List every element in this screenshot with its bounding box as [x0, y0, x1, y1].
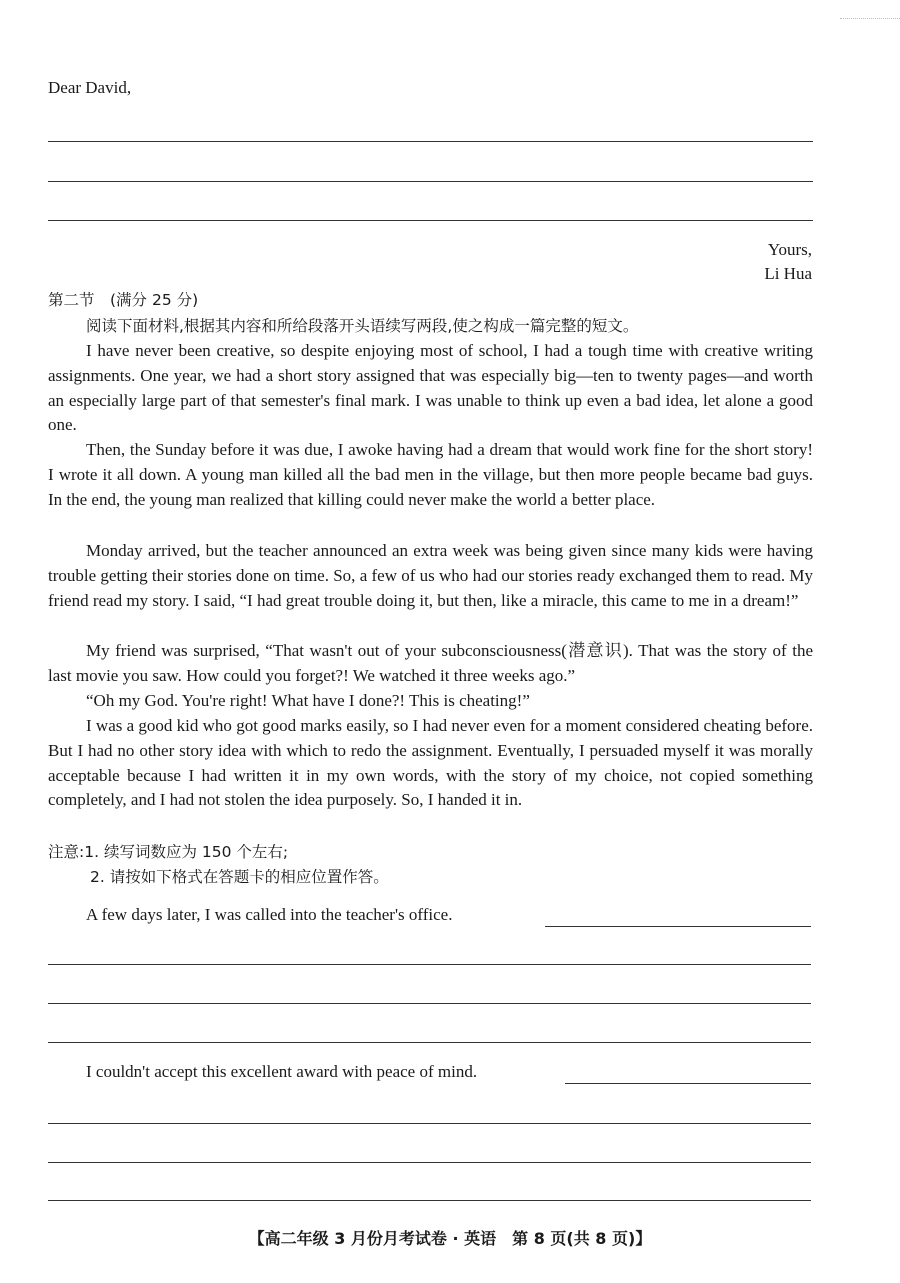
letter-signature: Li Hua — [764, 264, 812, 283]
section-heading: 第二节 (满分 25 分) — [48, 291, 199, 309]
notes-item-2: 2. 请按如下格式在答题卡的相应位置作答。 — [90, 868, 389, 886]
passage-paragraph-3: Monday arrived, but the teacher announced an extra week was being given since many kids were having trouble getting their stories done on time. So, a few of us who had our stories ready exchanged them to read. My friend read my story. I said, “I had great trouble doing it, but then, like a miracle, this came to me in a dream!” — [48, 541, 813, 610]
passage-paragraph-4: My friend was surprised, “That wasn't out of your subconsciousness(潜意识). That was the story of the last movie you saw. How could you forget?! We watched it three weeks ago.” — [48, 641, 813, 685]
letter-salutation: Dear David, — [48, 78, 132, 97]
corner-mark — [840, 0, 900, 19]
writing-line[interactable] — [48, 1042, 811, 1043]
prompt-paragraph-2: I couldn't accept this excellent award with peace of mind. — [86, 1062, 478, 1081]
prompt-paragraph-1: A few days later, I was called into the teacher's office. — [86, 905, 453, 924]
notes-label: 注意:1. 续写词数应为 150 个左右; — [48, 843, 289, 861]
writing-line[interactable] — [545, 926, 811, 927]
writing-line[interactable] — [565, 1083, 811, 1084]
writing-line[interactable] — [48, 1162, 811, 1163]
section-instruction: 阅读下面材料,根据其内容和所给段落开头语续写两段,使之构成一篇完整的短文。 — [86, 317, 639, 335]
writing-line[interactable] — [48, 964, 811, 965]
writing-line[interactable] — [48, 220, 813, 221]
writing-line[interactable] — [48, 141, 813, 142]
page-footer: 【高二年级 3 月份月考试卷 · 英语 第 8 页(共 8 页)】 — [248, 1229, 652, 1248]
writing-line[interactable] — [48, 181, 813, 182]
writing-line[interactable] — [48, 1003, 811, 1004]
writing-line[interactable] — [48, 1200, 811, 1201]
passage-paragraph-6: I was a good kid who got good marks easily, so I had never even for a moment considered cheating before. But I had no other story idea with which to redo the assignment. Eventually, I persuaded myself it was morally acceptable because I had written it in my own words, with the story of my choice, not copied something completely, and I had not stolen the idea purposely. So, I handed it in. — [48, 716, 813, 810]
passage-paragraph-2: Then, the Sunday before it was due, I awoke having had a dream that would work fine for the short story! I wrote it all down. A young man killed all the bad men in the village, but then more people became bad guys. In the end, the young man realized that killing could never make the world a better place. — [48, 440, 813, 509]
passage-paragraph-1: I have never been creative, so despite enjoying most of school, I had a tough time with creative writing assignments. One year, we had a short story assigned that was especially big—ten to twenty pages—and worth an especially large part of that semester's final mark. I was unable to think up even a bad idea, let alone a good one. — [48, 341, 813, 435]
writing-line[interactable] — [48, 1123, 811, 1124]
passage-paragraph-5: “Oh my God. You're right! What have I done?! This is cheating!” — [86, 691, 530, 710]
letter-closing: Yours, — [767, 240, 812, 259]
